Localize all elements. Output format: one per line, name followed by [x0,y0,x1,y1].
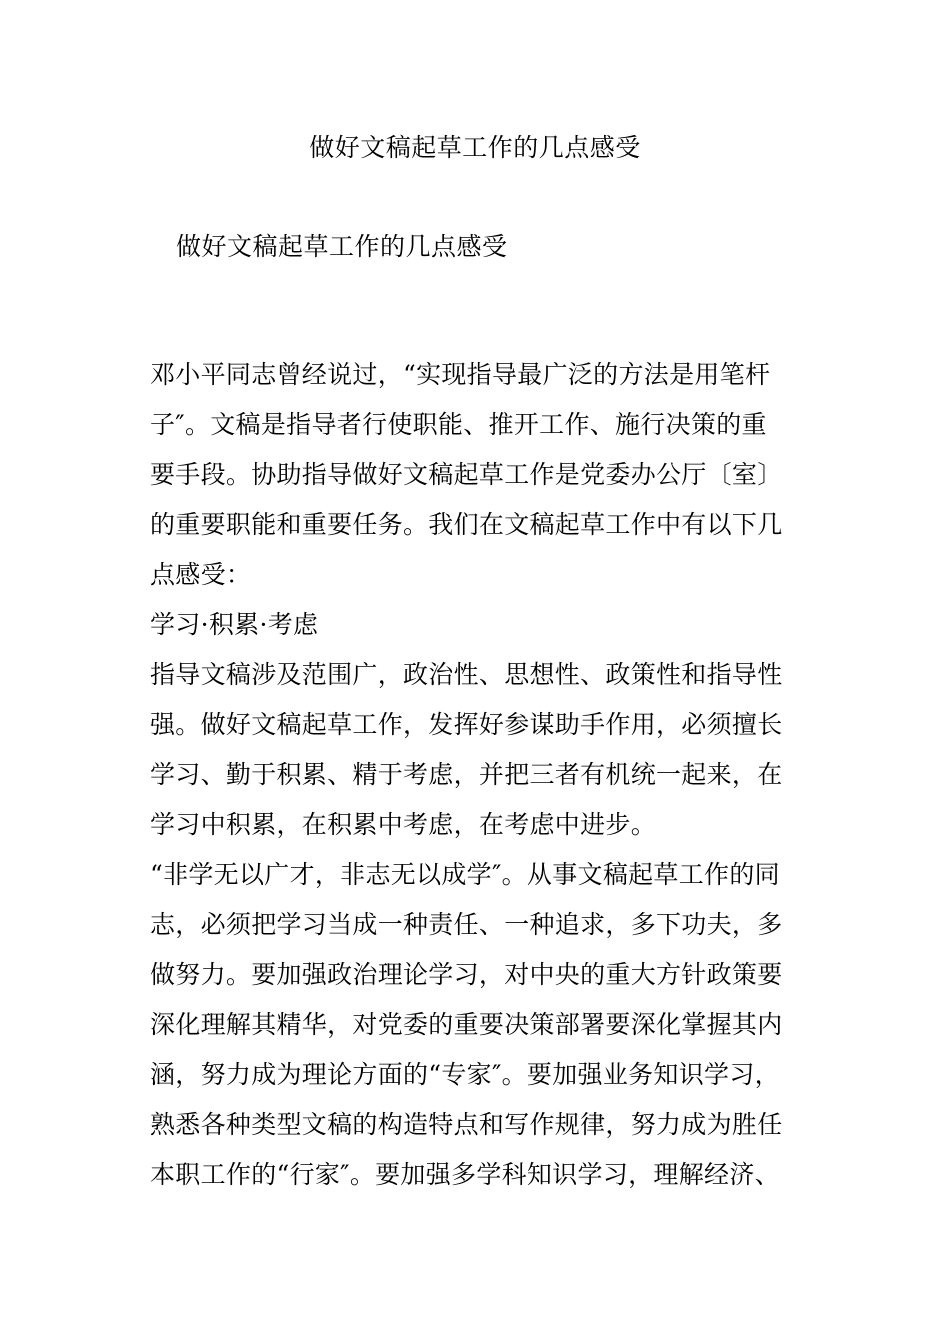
body-line: 做努力。要加强政治理论学习，对中央的重大方针政策要 [150,960,783,989]
body-line: 点感受： [150,560,252,589]
section-heading: 学习·积累·考虑 [150,610,319,639]
body-line: 学习、勤于积累、精于考虑，并把三者有机统一起来，在 [150,760,783,789]
body-line: 子″。文稿是指导者行使职能、推开工作、施行决策的重 [150,410,767,439]
body-line: 的重要职能和重要任务。我们在文稿起草工作中有以下几 [150,510,783,539]
document-body [150,350,800,1200]
body-line: 要手段。协助指导做好文稿起草工作是党委办公厅〔室〕 [150,460,783,489]
document-subtitle: 做好文稿起草工作的几点感受 [176,232,508,261]
body-line: 深化理解其精华，对党委的重要决策部署要深化掌握其内 [150,1010,783,1039]
body-line: 指导文稿涉及范围广，政治性、思想性、政策性和指导性 [150,660,783,689]
body-line: 学习中积累，在积累中考虑，在考虑中进步。 [150,810,657,839]
body-line: 本职工作的“行家″。要加强多学科知识学习，理解经济、 [150,1160,780,1189]
document-title: 做好文稿起草工作的几点感受 [309,133,641,162]
body-line: 熟悉各种类型文稿的构造特点和写作规律，努力成为胜任 [150,1110,783,1139]
body-line: 邓小平同志曾经说过，“实现指导最广泛的方法是用笔杆 [150,360,771,389]
body-line: 志，必须把学习当成一种责任、一种追求，多下功夫，多 [150,910,783,939]
body-line: 涵，努力成为理论方面的“专家″。要加强业务知识学习， [150,1060,780,1089]
body-line: 强。做好文稿起草工作，发挥好参谋助手作用，必须擅长 [150,710,783,739]
body-line: “非学无以广才，非志无以成学″。从事文稿起草工作的同 [150,860,780,889]
